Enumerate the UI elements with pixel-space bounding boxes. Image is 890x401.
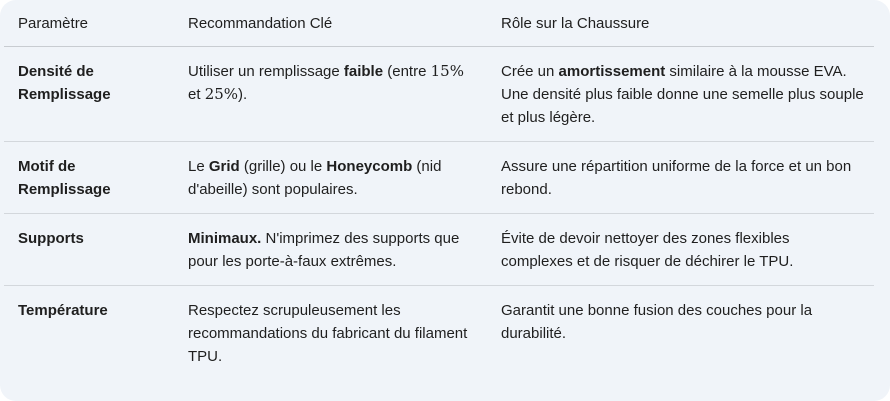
row-param: Température: [18, 302, 108, 319]
table-row: [4, 286, 874, 381]
table-row: [4, 142, 874, 214]
row-recommendation: Respectez scrupuleusement les recommandations du fabricant du filament TPU.: [188, 302, 468, 365]
row-param: Supports: [18, 230, 84, 247]
row-role: Crée un amortissement similaire à la mousse EVA. Une densité plus faible donne une semelle plus souple et plus légère.: [501, 63, 864, 126]
table-row: [4, 214, 874, 286]
row-recommendation: Minimaux. N'imprimez des supports que pour les porte-à-faux extrêmes.: [188, 230, 460, 270]
header-recommandation: Recommandation Clé: [188, 15, 333, 32]
header-parametre: Paramètre: [18, 15, 89, 32]
table-header-row: [4, 0, 874, 47]
table-row: [4, 47, 874, 142]
header-role: Rôle sur la Chaussure: [501, 15, 650, 32]
row-role: Évite de devoir nettoyer des zones flexibles complexes et de risquer de déchirer le TPU.: [501, 230, 794, 270]
row-role: Assure une répartition uniforme de la force et un bon rebond.: [501, 158, 852, 198]
row-param: Motif de Remplissage: [18, 158, 111, 198]
row-recommendation: Le Grid (grille) ou le Honeycomb (nid d'abeille) sont populaires.: [188, 158, 442, 198]
settings-table: [4, 0, 874, 380]
row-role: Garantit une bonne fusion des couches pour la durabilité.: [501, 302, 813, 342]
row-recommendation: Utiliser un remplissage faible (entre 15% et 25%).: [188, 62, 464, 103]
row-param: Densité de Remplissage: [18, 63, 111, 103]
